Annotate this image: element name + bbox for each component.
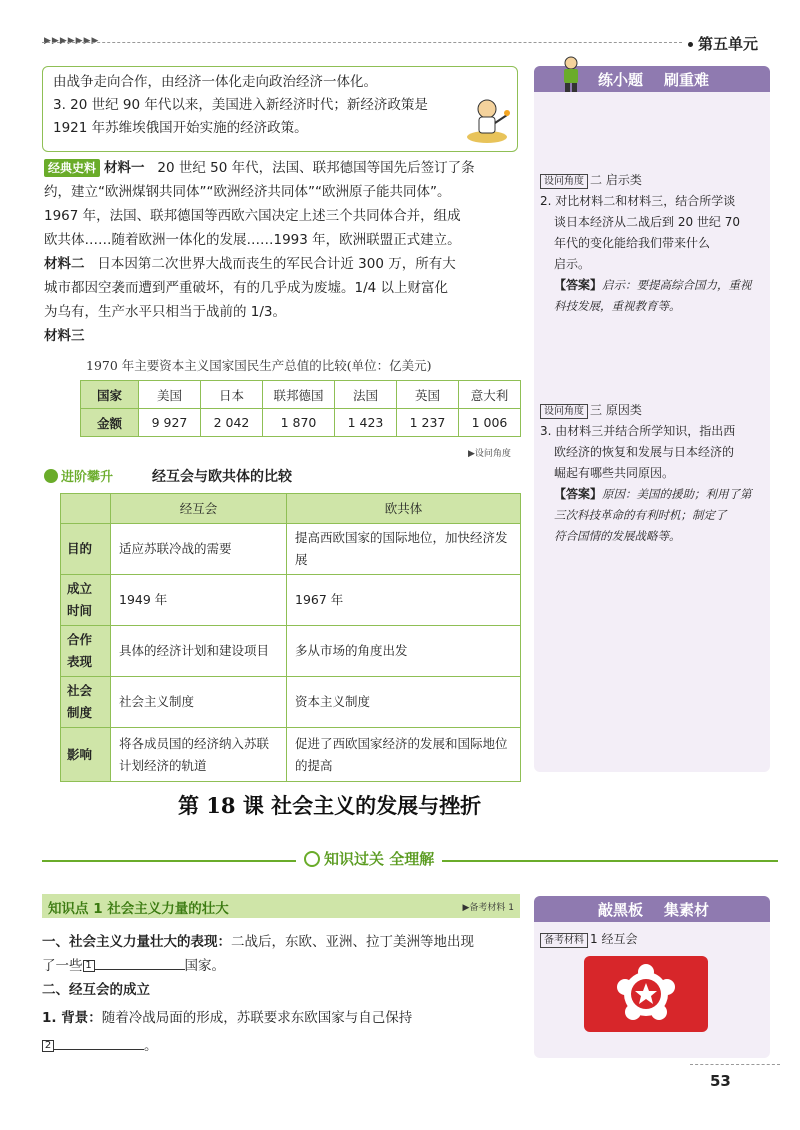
material-1-block: [44, 156, 522, 348]
gdp-amount: 1 006: [459, 409, 521, 437]
row-head: 成立时间: [61, 575, 111, 626]
material-1-line-3: 1967 年，法国、联邦德国等西欧六国决定上述三个共同体合并，组成: [44, 208, 461, 224]
section-2-item: 1. 背景：: [42, 1010, 102, 1026]
row-head: 合作表现: [61, 626, 111, 677]
row-cell: 提高西欧国家的国际地位，加快经济发展: [287, 524, 521, 575]
gdp-amount: 1 237: [397, 409, 459, 437]
section-2-text: 。: [144, 1038, 158, 1054]
question-text: 谈日本经济从二战后到 20 世纪 70: [554, 215, 740, 229]
blank-number: 2: [42, 1040, 54, 1052]
knowledge-point-content: [42, 930, 522, 1058]
section-1-text: 国家。: [184, 958, 225, 974]
angle-note: ▶设问角度: [468, 449, 511, 459]
material-sidebar-title: [534, 896, 770, 922]
question-text: 崛起有哪些共同原因。: [554, 466, 675, 480]
top-line-1: 由战争走向合作，由经济一体化走向政治经济一体化。: [53, 74, 377, 90]
gdp-table-caption: 1970 年主要资本主义国家国民生产总值的比较(单位：亿美元): [86, 358, 432, 373]
header-divider: [42, 42, 682, 43]
blank-number: 1: [83, 960, 95, 972]
material-1-line-4: 欧共体……随着欧洲一体化的发展……1993 年，欧洲联盟正式建立。: [44, 232, 461, 248]
swirl-icon: [304, 851, 320, 867]
gdp-country: 日本: [201, 381, 263, 409]
lightbulb-icon: [44, 469, 58, 483]
angle-tag: 设问角度: [540, 404, 588, 419]
question-2: [540, 170, 766, 317]
sidebar-title-b: 刷重难: [664, 71, 710, 89]
classic-material-tag: 经典史料: [44, 159, 100, 177]
footer-divider: [690, 1064, 780, 1065]
question-text: 3. 由材料三并结合所学知识，指出西: [540, 424, 736, 438]
answer-text: 启示：要提高综合国力，重视: [602, 278, 752, 292]
comparison-corner: [61, 494, 111, 524]
material-ref-tag: 备考材料: [540, 933, 588, 948]
advance-tag: 进阶攀升: [44, 466, 113, 485]
row-cell: 多从市场的角度出发: [287, 626, 521, 677]
comecon-emblem-image: [584, 956, 708, 1032]
question-text: 启示。: [554, 257, 591, 271]
student-icon: [558, 56, 584, 92]
material-3-label: 材料三: [44, 328, 85, 344]
row-cell: 1967 年: [287, 575, 521, 626]
comecon-emblem-icon: [584, 956, 708, 1032]
angle-label: 三 原因类: [590, 403, 642, 417]
gdp-amount: 9 927: [139, 409, 201, 437]
material-2-line-3: 为乌有，生产水平只相当于战前的 1/3。: [44, 304, 287, 320]
knowledge-point-ref: ▶备考材料 1: [462, 903, 514, 913]
knowledge-banner: 知识过关 全理解: [296, 848, 442, 869]
section-1-text: 二战后，东欧、亚洲、拉丁美洲等地出现: [231, 934, 474, 950]
material-2-line-2: 城市都因空袭而遭到严重破坏，有的几乎成为废墟。1/4 以上财富化: [44, 280, 449, 296]
material-1-line-1: 20 世纪 50 年代，法国、联邦德国等国先后签订了条: [157, 160, 475, 176]
gdp-table: [80, 380, 521, 437]
row-cell: 资本主义制度: [287, 677, 521, 728]
top-line-3: 1921 年苏维埃俄国开始实施的经济政策。: [53, 120, 308, 136]
gdp-amount: 1 870: [263, 409, 335, 437]
answer-label: 【答案】: [554, 487, 603, 501]
angle-tag: 设问角度: [540, 174, 588, 189]
gdp-country: 法国: [335, 381, 397, 409]
comparison-table: [60, 493, 521, 782]
gdp-head-amount: 金额: [81, 409, 139, 437]
top-line-2: 3. 20 世纪 90 年代以来，美国进入新经济时代；新经济政策是: [53, 97, 428, 113]
material-ref-text: 1 经互会: [590, 932, 638, 946]
mascot-icon: [463, 93, 511, 145]
section-1-head: 一、社会主义力量壮大的表现：: [42, 934, 231, 950]
row-cell: 适应苏联冷战的需要: [111, 524, 287, 575]
answer-text: 原因：美国的援助；利用了第: [602, 487, 752, 501]
answer-label: 【答案】: [554, 278, 603, 292]
row-head: 目的: [61, 524, 111, 575]
row-cell: 将各成员国的经济纳入苏联计划经济的轨道: [111, 728, 287, 782]
table-row: [61, 575, 521, 626]
material-2-line-1: 日本因第二次世界大战而丧生的军民合计近 300 万，所有大: [97, 256, 456, 272]
question-text: 年代的变化能给我们带来什么: [554, 236, 711, 250]
table-row: [61, 524, 521, 575]
unit-title: 第五单元: [688, 33, 758, 54]
row-cell: 社会主义制度: [111, 677, 287, 728]
section-2-head: 二、经互会的成立: [42, 982, 150, 998]
advance-title: 经互会与欧共体的比较: [152, 469, 292, 485]
sidebar-title-a: 练小题: [598, 71, 644, 89]
knowledge-point-title: 知识点 1 社会主义力量的壮大: [48, 901, 229, 917]
fill-blank-1[interactable]: [95, 956, 185, 970]
row-cell: 促进了西欧国家经济的发展和国际地位的提高: [287, 728, 521, 782]
header-arrows: ▶▶▶▶▶▶▶: [44, 36, 100, 46]
row-cell: 1949 年: [111, 575, 287, 626]
material-2-label: 材料二: [44, 256, 85, 272]
answer-text: 符合国情的发展战略等。: [554, 529, 681, 543]
gdp-row-country: [81, 381, 521, 409]
sidebar2-title-a: 敲黑板: [598, 901, 644, 919]
gdp-country: 英国: [397, 381, 459, 409]
section-2-text: 随着冷战局面的形成，苏联要求东欧国家与自己保持: [101, 1010, 413, 1026]
table-row: [61, 677, 521, 728]
question-3: [540, 400, 766, 547]
row-head: 影响: [61, 728, 111, 782]
gdp-country: 联邦德国: [263, 381, 335, 409]
sidebar2-title-b: 集素材: [664, 901, 710, 919]
page-number: 53: [710, 1072, 731, 1090]
gdp-row-amount: [81, 409, 521, 437]
comparison-col-1: 经互会: [111, 494, 287, 524]
answer-text: 科技发展，重视教育等。: [554, 299, 681, 313]
angle-label: 二 启示类: [590, 173, 642, 187]
comparison-col-2: 欧共体: [287, 494, 521, 524]
top-answer-box: [42, 66, 518, 152]
material-1-line-2: 约，建立“欧洲煤钢共同体”“欧洲经济共同体”“欧洲原子能共同体”。: [44, 184, 451, 200]
comparison-header-row: [61, 494, 521, 524]
table-row: [61, 728, 521, 782]
gdp-head-country: 国家: [81, 381, 139, 409]
gdp-amount: 2 042: [201, 409, 263, 437]
gdp-country: 美国: [139, 381, 201, 409]
answer-text: 三次科技革命的有利时机；制定了: [554, 508, 727, 522]
table-row: [61, 626, 521, 677]
lesson-title: 第 18 课 社会主义的发展与挫折: [178, 793, 482, 818]
gdp-amount: 1 423: [335, 409, 397, 437]
section-1-text: 了一些: [42, 958, 83, 974]
row-cell: 具体的经济计划和建设项目: [111, 626, 287, 677]
material-1-label: 材料一: [104, 160, 145, 176]
gdp-country: 意大利: [459, 381, 521, 409]
knowledge-point-bar: [42, 894, 520, 918]
fill-blank-2[interactable]: [54, 1036, 144, 1050]
question-text: 欧经济的恢复和发展与日本经济的: [554, 445, 735, 459]
material-ref: [540, 930, 637, 948]
row-head: 社会制度: [61, 677, 111, 728]
question-text: 2. 对比材料二和材料三，结合所学谈: [540, 194, 736, 208]
